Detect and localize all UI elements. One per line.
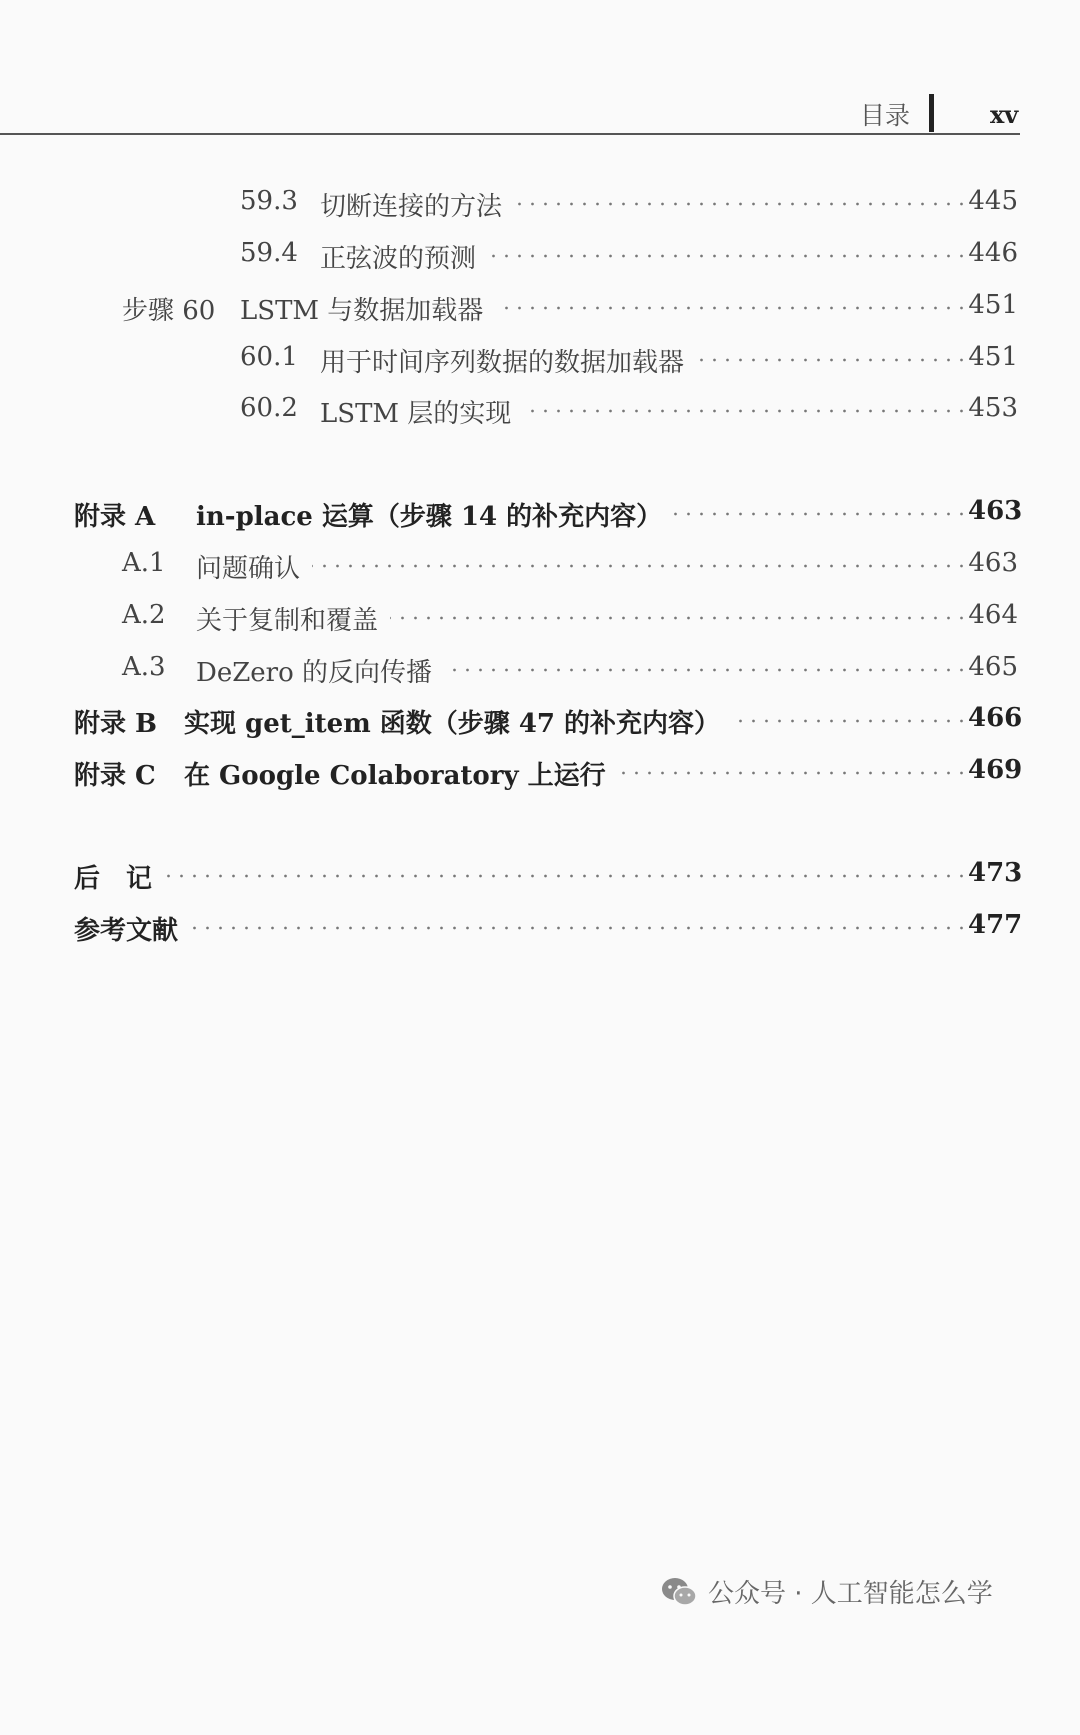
toc-entry-page: 463 (968, 496, 1023, 526)
toc-entry[interactable] (0, 342, 1080, 382)
toc-entry[interactable] (0, 548, 1080, 588)
toc-entry-number: 步骤 60 (122, 296, 216, 326)
toc-entry-number: 59.4 (240, 238, 298, 268)
toc-leader-dots (312, 564, 968, 568)
toc-entry[interactable] (0, 858, 1080, 898)
toc-entry-title: 关于复制和覆盖 (196, 606, 379, 636)
toc-leader-dots (190, 926, 968, 930)
toc-entry-title: 后 记 (74, 864, 153, 894)
toc-entry-title: 正弦波的预测 (320, 244, 477, 274)
toc-entry-page: 469 (968, 755, 1023, 785)
header-section-title: 目录 (860, 101, 911, 130)
toc-entry-number: 附录 A (74, 502, 156, 532)
toc-entry[interactable] (0, 290, 1080, 330)
toc-entry[interactable] (0, 652, 1080, 692)
toc-entry-page: 465 (968, 652, 1018, 682)
toc-leader-dots (488, 254, 968, 258)
toc-entry-title: LSTM 层的实现 (320, 399, 512, 429)
toc-entry-title: in-place 运算（步骤 14 的补充内容） (196, 502, 663, 532)
toc-entry-page: 446 (968, 238, 1018, 268)
toc-leader-dots (390, 616, 968, 620)
toc-entry-title: DeZero 的反向传播 (196, 658, 433, 688)
toc-entry-title: 参考文献 (74, 916, 179, 946)
toc-entry-page: 451 (968, 342, 1018, 372)
wechat-icon (660, 1576, 698, 1608)
toc-entry-page: 466 (968, 703, 1023, 733)
toc-entry-number: 60.2 (240, 393, 298, 423)
toc-entry-page: 463 (968, 548, 1018, 578)
header-rule (0, 133, 1020, 135)
header-separator (929, 94, 934, 132)
toc-leader-dots (444, 668, 968, 672)
toc-entry-title: 用于时间序列数据的数据加载器 (320, 348, 685, 378)
toc-entry[interactable] (0, 703, 1080, 743)
toc-leader-dots (495, 306, 968, 310)
toc-entry-number: A.1 (122, 548, 166, 578)
toc-entry-page: 451 (968, 290, 1018, 320)
toc-entry-number: 60.1 (240, 342, 298, 372)
toc-entry[interactable] (0, 238, 1080, 278)
watermark (660, 1573, 993, 1610)
toc-leader-dots (732, 719, 968, 723)
toc-entry-page: 453 (968, 393, 1018, 423)
toc-entry-number: A.3 (122, 652, 166, 682)
toc-entry-page: 477 (968, 910, 1023, 940)
toc-leader-dots (618, 771, 968, 775)
watermark-text: 公众号 · 人工智能怎么学 (708, 1579, 993, 1609)
toc-entry-number: 59.3 (240, 186, 298, 216)
toc-entry[interactable] (0, 393, 1080, 433)
toc-entry-page: 464 (968, 600, 1018, 630)
toc-entry-number: 附录 B (74, 709, 158, 739)
toc-leader-dots (523, 409, 968, 413)
toc-entry-title: 问题确认 (196, 554, 301, 584)
toc-entry[interactable] (0, 600, 1080, 640)
toc-entry-title: LSTM 与数据加载器 (240, 296, 484, 326)
toc-entry-page: 445 (968, 186, 1018, 216)
toc-entry[interactable] (0, 186, 1080, 226)
toc-leader-dots (696, 358, 968, 362)
toc-entry[interactable] (0, 910, 1080, 950)
toc-entry-title: 在 Google Colaboratory 上运行 (184, 761, 606, 791)
toc-entry[interactable] (0, 755, 1080, 795)
toc-leader-dots (674, 512, 968, 516)
toc-entry-number: 附录 C (74, 761, 156, 791)
toc-entry-title: 切断连接的方法 (320, 192, 503, 222)
toc-leader-dots (164, 874, 968, 878)
toc-entry-number: A.2 (122, 600, 166, 630)
toc-entry-page: 473 (968, 858, 1023, 888)
header-page-number: xv (990, 100, 1019, 129)
toc-entry[interactable] (0, 496, 1080, 536)
toc-entry-title: 实现 get_item 函数（步骤 47 的补充内容） (184, 709, 721, 739)
toc-leader-dots (514, 202, 968, 206)
